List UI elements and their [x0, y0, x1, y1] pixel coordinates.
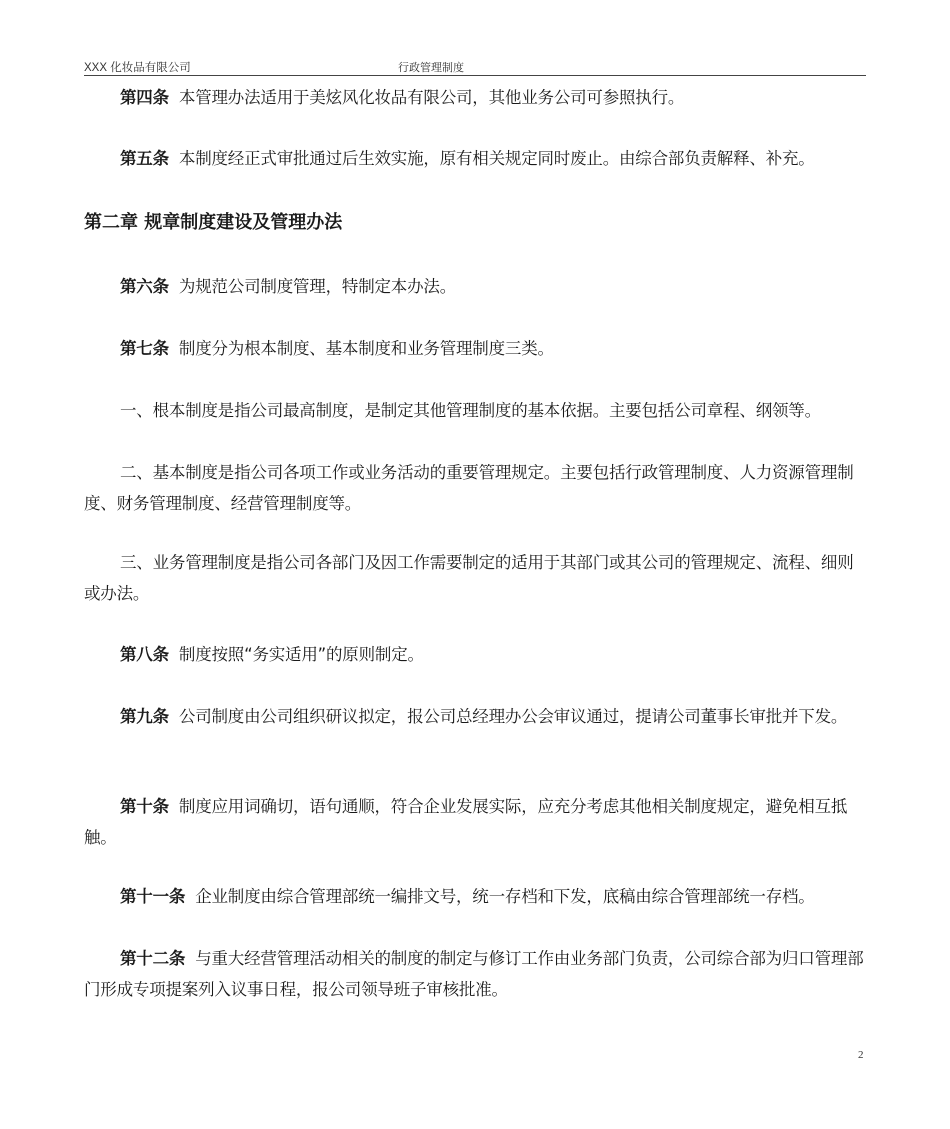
- article-label: 第四条: [120, 88, 169, 107]
- list-item-text: 三、业务管理制度是指公司各部门及因工作需要制定的适用于其部门或其公司的管理规定、流程、细则或办法。: [84, 553, 854, 603]
- article-label: 第九条: [120, 707, 169, 726]
- article-text: 制度应用词确切，语句通顺，符合企业发展实际，应充分考虑其他相关制度规定，避免相互抵触。: [84, 797, 848, 847]
- article-label: 第六条: [120, 277, 169, 296]
- article-7: [84, 333, 868, 364]
- list-item-business: [84, 547, 868, 609]
- article-text: 本制度经正式审批通过后生效实施，原有相关规定同时废止。由综合部负责解释、补充。: [178, 149, 815, 168]
- article-12: [84, 943, 868, 1005]
- article-text: 制度分为根本制度、基本制度和业务管理制度三类。: [178, 339, 554, 358]
- article-text: 与重大经营管理活动相关的制度的制定与修订工作由业务部门负责，公司综合部为归口管理部门形成专项提案列入议事日程，报公司领导班子审核批准。: [84, 949, 864, 999]
- article-10: [84, 791, 868, 853]
- chapter-heading: 第二章 规章制度建设及管理办法: [84, 212, 343, 233]
- article-text: 企业制度由综合管理部统一编排文号，统一存档和下发，底稿由综合管理部统一存档。: [195, 887, 815, 906]
- article-5: [84, 143, 868, 174]
- article-11: [84, 881, 868, 912]
- article-text: 制度按照“务实适用”的原则制定。: [178, 645, 424, 664]
- article-label: 第八条: [120, 645, 169, 664]
- list-item-text: 一、根本制度是指公司最高制度，是制定其他管理制度的基本依据。主要包括公司章程、纲领等。: [120, 401, 821, 420]
- article-6: [84, 271, 868, 302]
- article-4: [84, 82, 868, 113]
- article-label: 第五条: [120, 149, 169, 168]
- article-label: 第十一条: [120, 887, 186, 906]
- list-item-fundamental: [84, 395, 868, 426]
- article-label: 第七条: [120, 339, 169, 358]
- page-number: 2: [858, 1049, 864, 1061]
- article-label: 第十条: [120, 797, 169, 816]
- page-header: [84, 58, 866, 76]
- article-text: 本管理办法适用于美炫风化妆品有限公司，其他业务公司可参照执行。: [178, 88, 685, 107]
- header-document-title: 行政管理制度: [398, 61, 464, 74]
- article-text: 为规范公司制度管理，特制定本办法。: [178, 277, 457, 296]
- list-item-basic: [84, 457, 868, 519]
- article-text: 公司制度由公司组织研议拟定，报公司总经理办公会审议通过，提请公司董事长审批并下发。: [178, 707, 848, 726]
- article-label: 第十二条: [120, 949, 186, 968]
- list-item-text: 二、基本制度是指公司各项工作或业务活动的重要管理规定。主要包括行政管理制度、人力资源管理制度、财务管理制度、经营管理制度等。: [84, 463, 854, 513]
- article-9: [84, 701, 868, 732]
- article-8: [84, 639, 868, 670]
- header-company-name: XXX 化妆品有限公司: [84, 62, 191, 74]
